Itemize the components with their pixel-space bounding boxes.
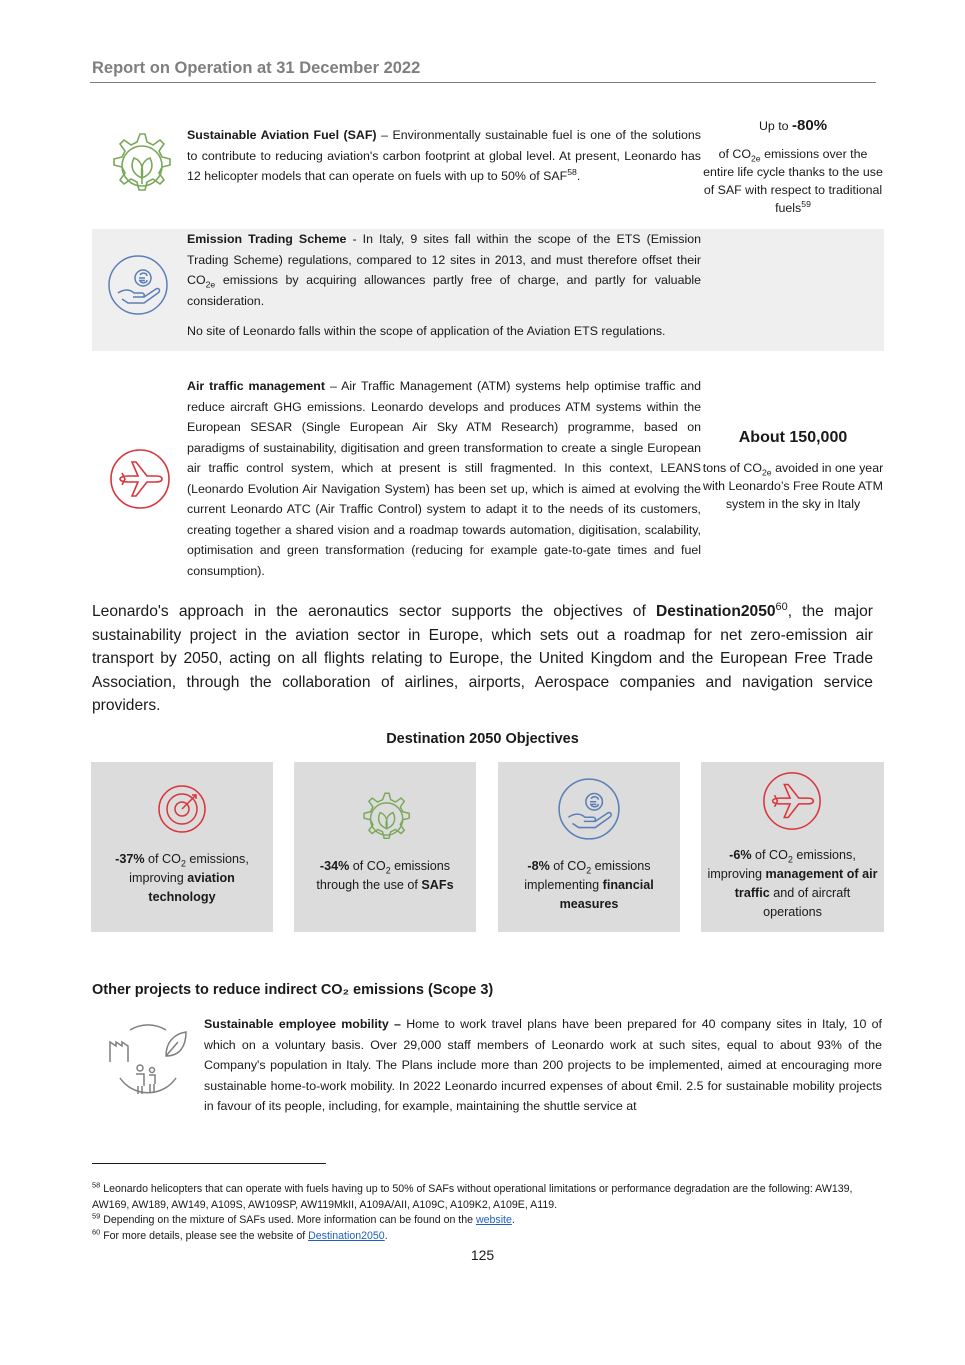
objective-box-air-traffic — [701, 762, 884, 932]
ets-title: Emission Trading Scheme — [187, 232, 347, 246]
objectives-title: Destination 2050 Objectives — [386, 731, 579, 747]
footnote-ref-58: 58 — [567, 166, 577, 177]
saf-kpi — [703, 117, 883, 217]
header-divider — [90, 82, 876, 83]
airplane-icon — [108, 447, 172, 511]
objective-box-aviation — [91, 762, 273, 932]
mobility-text — [204, 1014, 882, 1117]
footnote-ref-59: 59 — [801, 198, 811, 209]
footnote-text: . — [511, 1214, 515, 1226]
objective-bold: SAFs — [421, 878, 454, 892]
footnote-text: Depending on the mixture of SAFs used. More information can be found on the — [100, 1214, 476, 1226]
mobility-body: Home to work travel plans have been prepared for 40 company sites in Italy, 10 of which on a voluntary basis. Over 29,000 staff members of Leonardo work at such sites, equal to about 93% of the Company's population in Italy. The Plans include more than 200 projects to be implemented, aimed at encouraging more sustainable home-to-work mobility. In 2022 Leonardo incurred expenses of about €mil. 2.5 for sustainable mobility projects in favour of its people, including, for example, maintaining the shuttle service at — [204, 1017, 882, 1113]
report-header-title: Report on Operation at 31 December 2022 — [92, 59, 421, 77]
objective-sub: 2 — [586, 865, 592, 876]
objective-text-aviation — [91, 850, 273, 907]
saf-kpi-desc-1: of CO — [718, 147, 751, 161]
footnote-60 — [92, 1229, 872, 1245]
atm-kpi — [701, 429, 885, 513]
atm-kpi-desc-2: avoided in one year with Leonardo’s Free Route ATM system in the sky in Italy — [703, 461, 884, 511]
mobility-title: Sustainable employee mobility – — [204, 1017, 401, 1031]
objective-text: emissions implementing — [524, 859, 651, 892]
ets-body-1: - In Italy, 9 sites fall within the scope of the ETS (Emission Trading Scheme) regulations, compared to 12 sites in 2013, and must therefore offset their CO — [187, 232, 701, 287]
objective-text: emissions, improving — [129, 852, 249, 885]
objective-bold: management of air traffic — [734, 867, 878, 900]
objective-value: -6% — [729, 848, 752, 862]
destination2050-link[interactable]: Destination2050 — [308, 1230, 385, 1242]
objective-sub: 2 — [385, 865, 391, 876]
saf-kpi-sub: 2e — [750, 153, 761, 164]
ets-icon-wrap — [106, 253, 170, 317]
scope3-title: Other projects to reduce indirect CO₂ emissions (Scope 3) — [92, 982, 494, 998]
footnote-text: Leonardo helicopters that can operate with fuels having up to 50% of SAFs without operational limitations or performance degradation are the following: AW139, AW169, AW189, AW149, A109S, AW109SP, AW119MkII, A109A/AII, A109C, A109K2, A109E, A119. — [92, 1183, 853, 1211]
objective-box-financial — [498, 762, 680, 932]
objective-value: -34% — [319, 859, 350, 873]
gear-leaf-icon — [356, 790, 414, 848]
euro-hand-icon — [556, 776, 622, 842]
footnote-text: For more details, please see the website of — [100, 1230, 309, 1242]
objective-text: and of aircraft operations — [763, 886, 851, 919]
target-icon — [157, 784, 207, 834]
mobility-icon-wrap — [106, 1022, 190, 1098]
atm-body: – Air Traffic Management (ATM) systems help optimise traffic and reduce aircraft GHG emissions. Leonardo develops and produces ATM systems within the European SESAR (Single European Air Sky ATM Research) programme, based on paradigms of sustainability, digitisation and green transformation to create a single European air traffic control system, which at present is still fragmented. In this context, LEANS (Leonardo Evolution Air Navigation System) has been set up, which is aimed at evolving the current Leonardo ATC (Air Traffic Control) system to adapt it to the needs of its customers, creating together a shared vision and a roadmap towards automation, digitisation, scalability, optimisation and green transformation (reducing for example gate-to-gate times and fuel consumption). — [187, 379, 701, 578]
footnote-ref-60: 60 — [775, 600, 788, 613]
objective-text-air-traffic — [701, 846, 884, 922]
atm-title: Air traffic management — [187, 379, 325, 393]
footnote-text: . — [384, 1230, 388, 1242]
footnote-59 — [92, 1213, 872, 1229]
objective-bold: aviation technology — [148, 871, 235, 904]
objective-value: -37% — [115, 852, 145, 866]
objective-text-saf — [294, 857, 476, 895]
objective-box-saf — [294, 762, 476, 932]
objective-text: emissions through the use of — [316, 859, 451, 892]
saf-kpi-desc-2: emissions over the entire life cycle thanks to the use of SAF with respect to traditional fuels — [703, 147, 883, 215]
objective-text: of CO — [144, 852, 181, 866]
objective-value: -8% — [527, 859, 550, 873]
saf-icon-wrap — [104, 130, 176, 202]
footnote-num: 60 — [92, 1227, 101, 1237]
objective-text: of CO — [751, 848, 788, 862]
saf-body-end: . — [576, 169, 581, 183]
objective-bold: financial measures — [559, 878, 654, 911]
saf-title: Sustainable Aviation Fuel (SAF) — [187, 128, 377, 142]
ets-body-2: emissions by acquiring allowances partly free of charge, and partly for valuable consideration. — [187, 273, 701, 308]
para-bold: Destination2050 — [655, 603, 776, 620]
objective-text: emissions, improving — [707, 848, 856, 881]
destination-paragraph — [92, 600, 873, 718]
footnote-num: 58 — [92, 1180, 101, 1190]
saf-kpi-prefix: Up to — [758, 119, 793, 133]
euro-hand-icon — [106, 253, 170, 317]
atm-icon-wrap — [108, 447, 172, 511]
objective-text: of CO — [349, 859, 386, 873]
ets-body-3: No site of Leonardo falls within the scope of application of the Aviation ETS regulations. — [187, 324, 666, 338]
mobility-icon — [106, 1022, 190, 1098]
gear-leaf-icon — [104, 130, 176, 202]
objective-text-financial — [498, 857, 680, 914]
para-text-2: , the major sustainability project in the aviation sector in Europe, which sets out a roadmap for net zero-emission air transport by 2050, acting on all flights relating to Europe, the United Kingdom and the European Free Trade Association, through the collaboration of airlines, airports, Aerospace companies and navigation service providers. — [92, 603, 873, 714]
saf-text — [187, 125, 701, 187]
ets-sub: 2e — [205, 279, 216, 290]
footnote-58 — [92, 1182, 872, 1213]
footnote-divider — [92, 1163, 326, 1164]
saf-kpi-value: -80% — [792, 117, 828, 134]
ets-text — [187, 229, 701, 342]
website-link[interactable]: website — [475, 1214, 512, 1226]
atm-kpi-value: About 150,000 — [738, 429, 848, 446]
atm-kpi-desc-1: tons of CO — [702, 461, 762, 475]
objective-sub: 2 — [180, 858, 186, 869]
para-text-1: Leonardo's approach in the aeronautics sector supports the objectives of — [92, 603, 656, 620]
page-number: 125 — [470, 1247, 495, 1263]
footnote-num: 59 — [92, 1211, 101, 1221]
saf-body: – Environmentally sustainable fuel is one of the solutions to contribute to reducing aviation's carbon footprint at global level. At present, Leonardo has 12 helicopter models that can operate on fuels with up to 50% of SAF — [187, 128, 701, 183]
objective-text: of CO — [549, 859, 587, 873]
atm-kpi-sub: 2e — [761, 467, 772, 478]
objective-sub: 2 — [787, 854, 793, 865]
atm-text — [187, 376, 701, 581]
airplane-icon — [761, 770, 823, 832]
